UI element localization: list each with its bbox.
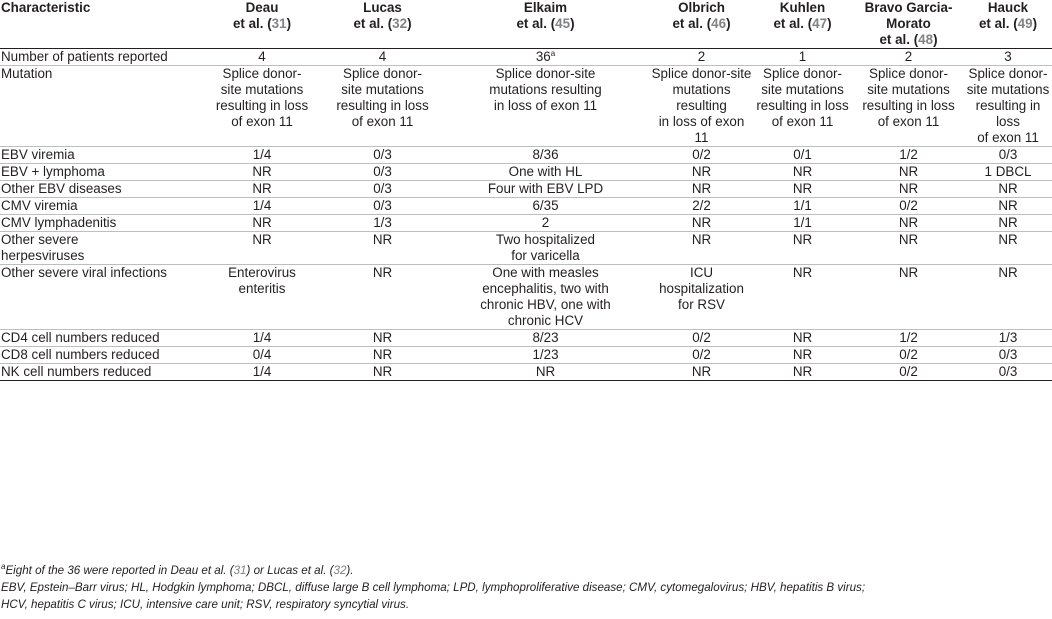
table-cell: NR [752, 164, 853, 181]
table-row [0, 198, 1052, 215]
table-cell: 1/1 [752, 215, 853, 232]
table-cell: 0/1 [752, 147, 853, 164]
table-cell: 1/4 [199, 364, 325, 381]
table-cell: Splice donor- site mutations resulting in loss of exon 11 [853, 66, 964, 147]
footnote-abbreviations: EBV, Epstein–Barr virus; HL, Hodgkin lymphoma; DBCL, diffuse large B cell lymphoma; LPD, lymphoproliferative disease; CMV, cytomegalovirus; HBV, hepatitis B virus; HCV, hepatitis C virus; ICU, intensive care unit; RSV, respiratory syncytial virus. [1, 581, 866, 611]
table-row [0, 49, 1052, 66]
table-cell: Splice donor- site mutations resulting in loss of exon 11 [752, 66, 853, 147]
table-cell: NR [964, 232, 1052, 265]
row-label: CD4 cell numbers reduced [0, 330, 199, 347]
table-cell: NR [199, 181, 325, 198]
table-cell: 1/3 [964, 330, 1052, 347]
study-author: Bravo Garcia- [864, 0, 953, 15]
table-cell: 2 [853, 49, 964, 66]
table-cell: NR [752, 232, 853, 265]
table-cell: 0/3 [325, 164, 440, 181]
table-cell: 6/35 [440, 198, 651, 215]
table-cell: 0/2 [853, 364, 964, 381]
table-cell: 0/4 [199, 347, 325, 364]
table-row [0, 164, 1052, 181]
table-cell: NR [853, 164, 964, 181]
ref-link[interactable]: 32 [392, 16, 408, 31]
table-row [0, 330, 1052, 347]
table-cell: NR [752, 364, 853, 381]
table-cell: 0/3 [325, 147, 440, 164]
table-cell: NR [964, 215, 1052, 232]
table-cell: One with measles encephalitis, two with chronic HBV, one with chronic HCV [440, 265, 651, 330]
table-cell: 0/3 [964, 147, 1052, 164]
header-study-2: Elkaim et al. (45) [440, 0, 651, 49]
header-study-3: Olbrich et al. (46) [651, 0, 752, 49]
study-author-cont: Morato [886, 16, 931, 31]
table-cell: 0/3 [964, 347, 1052, 364]
study-author: Olbrich [678, 0, 725, 15]
study-author: Kuhlen [779, 0, 826, 15]
table-cell: NR [752, 181, 853, 198]
table-cell: ICU hospitalization for RSV [651, 265, 752, 330]
table-cell: Splice donor- site mutations resulting in loss of exon 11 [325, 66, 440, 147]
table-cell: 0/2 [651, 330, 752, 347]
ref-link[interactable]: 49 [1017, 16, 1033, 31]
table-cell: NR [325, 364, 440, 381]
table-cell: NR [964, 181, 1052, 198]
table-cell: NR [440, 364, 651, 381]
table-cell: NR [651, 164, 752, 181]
table-cell: 0/3 [325, 198, 440, 215]
table-header [0, 0, 1052, 49]
table-cell: NR [651, 181, 752, 198]
table-cell: Enterovirus enteritis [199, 265, 325, 330]
table-row [0, 66, 1052, 147]
table-cell: 0/2 [853, 347, 964, 364]
row-label: Mutation [0, 66, 199, 147]
table-row [0, 347, 1052, 364]
ref-link[interactable]: 45 [555, 16, 571, 31]
table-cell: NR [752, 330, 853, 347]
header-row [0, 0, 1052, 49]
table-row [0, 215, 1052, 232]
table-cell: NR [651, 215, 752, 232]
row-label: CD8 cell numbers reduced [0, 347, 199, 364]
table-cell: NR [651, 364, 752, 381]
table-row [0, 265, 1052, 330]
table-row [0, 232, 1052, 265]
table-cell: Splice donor-site mutations resulting in loss of exon 11 [651, 66, 752, 145]
ref-link[interactable]: 46 [711, 16, 727, 31]
table-body [0, 49, 1052, 381]
ref-link[interactable]: 47 [812, 16, 828, 31]
row-label: CMV viremia [0, 198, 199, 215]
study-author: Lucas [363, 0, 402, 15]
table-cell: 4 [325, 49, 440, 66]
table-cell: Four with EBV LPD [440, 181, 651, 198]
table-cell: NR [964, 265, 1052, 330]
row-label: Other severe viral infections [0, 265, 199, 330]
table-cell: 0/3 [964, 364, 1052, 381]
table-cell: NR [853, 232, 964, 265]
table-cell: NR [325, 330, 440, 347]
table-cell: 8/36 [440, 147, 651, 164]
table-cell: 0/2 [651, 147, 752, 164]
table-cell: 8/23 [440, 330, 651, 347]
table-cell: 1/4 [199, 330, 325, 347]
row-label: Other severe herpesviruses [0, 232, 199, 265]
header-study-5: Bravo Garcia- Morato et al. (48) [853, 0, 964, 49]
footnote-a: $^a$Eight of the 36 were reported in Deau et al. (31) or Lucas et al. (32). [1, 562, 354, 577]
table-cell: 0/3 [325, 181, 440, 198]
table-cell: 1/23 [440, 347, 651, 364]
table-cell: 1/4 [199, 147, 325, 164]
table-cell: NR [325, 232, 440, 265]
table-cell: 1/3 [325, 215, 440, 232]
row-label: EBV viremia [0, 147, 199, 164]
table-cell: Splice donor- site mutations resulting in loss of exon 11 [199, 66, 325, 147]
table-cell: NR [651, 232, 752, 265]
row-label: NK cell numbers reduced [0, 364, 199, 381]
table-cell: NR [199, 232, 325, 265]
table-cell: NR [199, 164, 325, 181]
table-cell: 0/2 [853, 198, 964, 215]
header-study-0: Deau et al. (31) [199, 0, 325, 49]
ref-link[interactable]: 31 [271, 16, 287, 31]
table-cell: 2/2 [651, 198, 752, 215]
table-cell: NR [199, 215, 325, 232]
ref-link[interactable]: 48 [918, 32, 934, 47]
row-label: Number of patients reported [0, 49, 199, 66]
table-cell: 1/2 [853, 330, 964, 347]
header-study-1: Lucas et al. (32) [325, 0, 440, 49]
table-cell: Splice donor-site mutations resulting in loss of exon 11 [440, 66, 651, 147]
ref-link[interactable]: 31 [233, 564, 247, 577]
header-study-6: Hauck et al. (49) [964, 0, 1052, 49]
table-cell: Two hospitalized for varicella [440, 232, 651, 265]
table-cell: 1/1 [752, 198, 853, 215]
ref-link[interactable]: 32 [333, 564, 347, 577]
table-cell: 1/4 [199, 198, 325, 215]
table-cell: 0/2 [651, 347, 752, 364]
table-cell: 4 [199, 49, 325, 66]
table-cell: NR [853, 265, 964, 330]
study-author: Elkaim [523, 0, 568, 15]
table-cell: 2 [440, 215, 651, 232]
row-label: CMV lymphadenitis [0, 215, 199, 232]
table-cell: 2 [651, 49, 752, 66]
table-row [0, 364, 1052, 381]
table-cell: 1 DBCL [964, 164, 1052, 181]
table-cell: NR [325, 347, 440, 364]
study-author: Deau [245, 0, 279, 15]
table-cell: NR [853, 181, 964, 198]
table-footnotes [1, 562, 1051, 613]
table-cell: NR [752, 265, 853, 330]
table-cell: NR [752, 347, 853, 364]
row-label: Other EBV diseases [0, 181, 199, 198]
table-cell: NR [964, 198, 1052, 215]
header-characteristic: Characteristic [0, 0, 199, 49]
table-cell: Splice donor- site mutations resulting in loss of exon 11 [964, 66, 1052, 147]
table-cell: NR [325, 265, 440, 330]
study-author: Hauck [987, 0, 1029, 15]
table-cell: 1 [752, 49, 853, 66]
table-cell: 1/2 [853, 147, 964, 164]
table-cell: One with HL [440, 164, 651, 181]
row-label: EBV + lymphoma [0, 164, 199, 181]
header-study-4: Kuhlen et al. (47) [752, 0, 853, 49]
footnote-marker: a [550, 49, 556, 58]
table-cell: NR [853, 215, 964, 232]
table-cell: 3 [964, 49, 1052, 66]
footnote-a-marker: a [1, 562, 6, 571]
table-row [0, 181, 1052, 198]
table-cell: 36$^a$ [440, 49, 651, 66]
table-row [0, 147, 1052, 164]
